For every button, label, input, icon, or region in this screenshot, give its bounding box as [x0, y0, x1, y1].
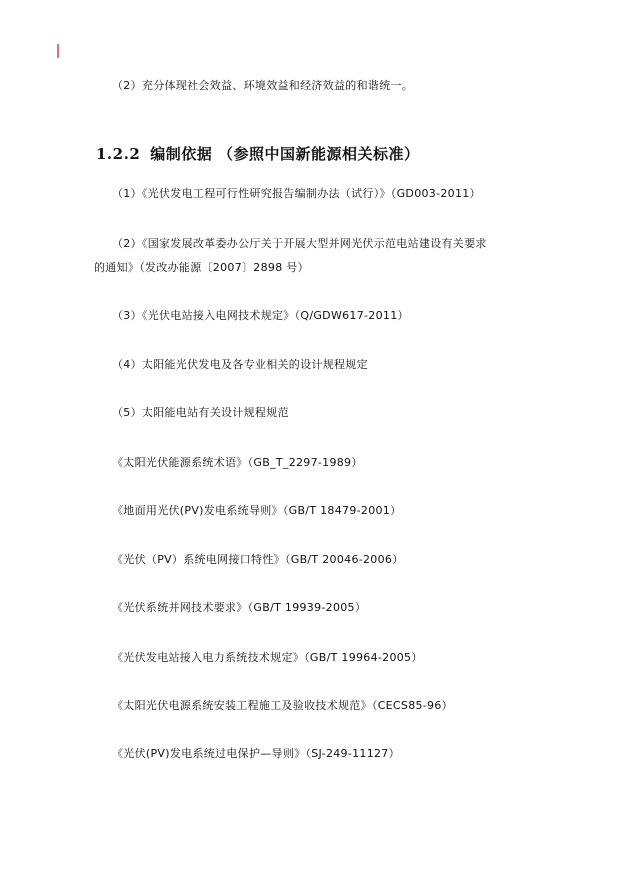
standard-item: 《地面用光伏(PV)发电系统导则》（GB/T 18479-2001）: [112, 504, 402, 517]
standard-item: 《光伏发电站接入电力系统技术规定》（GB/T 19964-2005）: [112, 651, 423, 664]
basis-item-2-line1: （2）《国家发展改革委办公厅关于开展大型并网光伏示范电站建设有关要求: [112, 237, 487, 250]
intro-item-2: （2）充分体现社会效益、环境效益和经济效益的和谐统一。: [112, 79, 414, 92]
basis-item-2-line2: 的通知》（发改办能源〔2007〕2898 号）: [94, 261, 309, 274]
standard-item: 《光伏（PV）系统电网接口特性》（GB/T 20046-2006）: [112, 553, 404, 566]
basis-item-4: （4）太阳能光伏发电及各专业相关的设计规程规定: [112, 358, 368, 371]
standard-item: 《太阳光伏电源系统安装工程施工及验收技术规范》（CECS85-96）: [112, 699, 453, 712]
section-heading: [96, 144, 420, 164]
section-title: 编制依据 （参照中国新能源相关标准）: [150, 145, 420, 163]
standard-item: 《光伏系统并网技术要求》（GB/T 19939-2005）: [112, 601, 367, 614]
basis-item-1: （1）《光伏发电工程可行性研究报告编制办法（试行）》（GD003-2011）: [112, 187, 481, 200]
page-margin-mark: [57, 44, 59, 58]
standard-item: 《太阳光伏能源系统术语》（GB_T_2297-1989）: [112, 456, 363, 469]
section-number: 1.2.2: [96, 145, 141, 163]
basis-item-5: （5）太阳能电站有关设计规程规范: [112, 406, 289, 419]
basis-item-3: （3）《光伏电站接入电网技术规定》（Q/GDW617-2011）: [112, 309, 409, 322]
standard-item: 《光伏(PV)发电系统过电保护—导则》（SJ-249-11127）: [112, 747, 400, 760]
